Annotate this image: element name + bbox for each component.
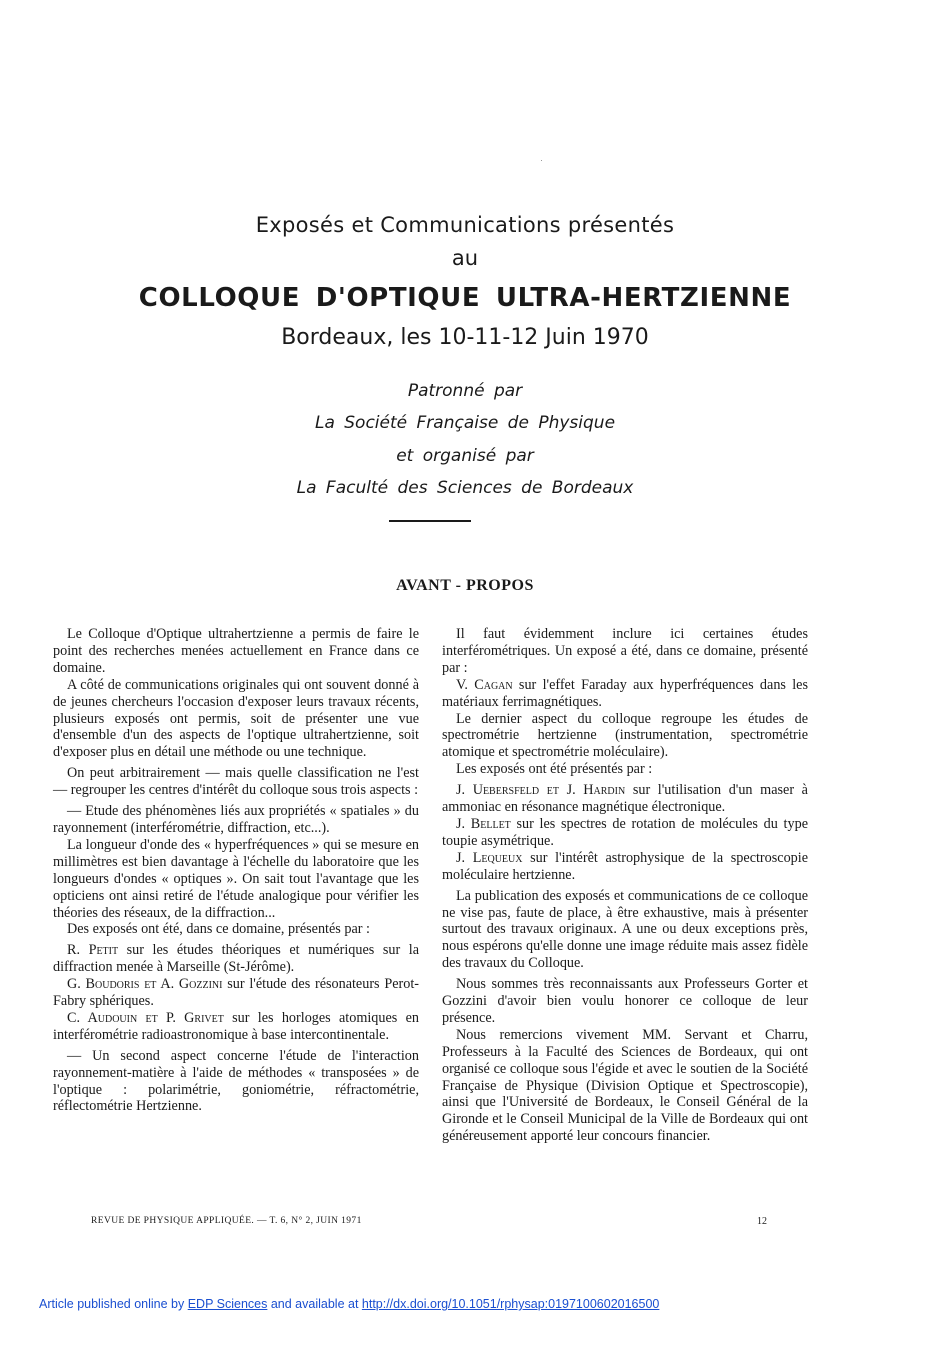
colloquium-title: COLLOQUE D'OPTIQUE ULTRA-HERTZIENNE: [138, 283, 792, 313]
author-names: J. Uebersfeld et J. Hardin: [456, 782, 626, 799]
author-names: C. Audouin et P. Grivet: [67, 1009, 224, 1026]
paragraph: Le Colloque d'Optique ultrahertzienne a permis de faire le point des recherches menées actuellement en France dans ce domaine.: [53, 626, 419, 676]
left-column: [53, 626, 419, 1115]
author-entry: [442, 850, 808, 884]
doi-link[interactable]: http://dx.doi.org/10.1051/rphysap:0197100602016500: [361, 1297, 660, 1311]
patronage-line-1: Patronné par: [407, 381, 523, 401]
author-names: J. Lequeux: [456, 849, 523, 866]
paragraph: La longueur d'onde des « hyperfréquences » qui se mesure en millimètres est bien davantage à l'échelle du laboratoire que les longueurs d'ondes « optiques ». On sait tout l'avantage que les opticiens ont ainsi retiré de l'étude analogique pour vérifier les théories des réseaux, de la diffraction...: [53, 836, 419, 921]
author-entry: [442, 782, 808, 816]
paragraph: Des exposés ont été, dans ce domaine, présentés par :: [67, 921, 370, 938]
author-topic: sur les spectres de rotation de molécules du type toupie asymétrique.: [442, 815, 808, 849]
author-topic: sur les horloges atomiques en interférométrie radioastronomique à base intercontinentale.: [53, 1009, 419, 1043]
credit-middle: and available at: [267, 1297, 362, 1311]
author-names: R. Petit: [67, 942, 119, 959]
section-title: AVANT - PROPOS: [396, 577, 534, 594]
paragraph: La publication des exposés et communications de ce colloque ne vise pas, faute de place, à être exhaustive, mais à présenter surtout des travaux originaux. A une ou deux exceptions près, nous espérons qu'elle donne une image réduite mais assez fidèle des travaux du Colloque.: [442, 887, 808, 972]
author-topic: sur l'étude des résonateurs Perot-Fabry sphériques.: [53, 976, 419, 1010]
page-number: 12: [757, 1216, 767, 1227]
author-entry: [442, 677, 808, 711]
author-names: V. Cagan: [456, 676, 513, 693]
patronage-line-3: et organisé par: [396, 446, 534, 466]
paragraph: Le dernier aspect du colloque regroupe les études de spectrométrie hertzienne (instrumentation, spectrométrie atomique et spectrométrie moléculaire).: [442, 710, 808, 761]
author-entry: [53, 942, 419, 976]
patronage-line-2: La Société Française de Physique: [314, 413, 616, 433]
author-topic: sur les études théoriques et numériques sur la diffraction menée à Marseille (St-Jérôme).: [53, 942, 419, 976]
paragraph: — Etude des phénomènes liés aux propriétés « spatiales » du rayonnement (interférométrie, diffraction, etc...).: [53, 803, 419, 836]
author-names: J. Bellet: [456, 815, 511, 832]
header-line-2: au: [451, 246, 479, 270]
paragraph: A côté de communications originales qui ont souvent donné à de jeunes chercheurs l'occasion d'exposer leurs travaux récents, plusieurs exposés ont permis, soit de présenter une vue d'ensemble d'un des aspects de l'optique ultrahertzienne, soit d'exposer plus en détail une méthode ou une technique.: [53, 676, 419, 761]
paragraph: On peut arbitrairement — mais quelle classification ne l'est — regrouper les centres d'intérêt du colloque sous trois aspects :: [53, 765, 419, 799]
author-names: G. Boudoris et A. Gozzini: [67, 976, 223, 993]
header-line-1: Exposés et Communications présentés: [255, 213, 675, 237]
speck-mark: [541, 160, 542, 161]
author-topic: sur l'effet Faraday aux hyperfréquences dans les matériaux ferrimagnétiques.: [442, 676, 808, 710]
author-topic: sur l'intérêt astrophysique de la spectroscopie moléculaire hertzienne.: [442, 849, 809, 883]
journal-reference: REVUE DE PHYSIQUE APPLIQUÉE. — T. 6, N° 2, JUIN 1971: [91, 1216, 362, 1226]
paragraph: Nous sommes très reconnaissants aux Professeurs Gorter et Gozzini d'avoir bien voulu honorer ce colloque de leur présence.: [442, 976, 808, 1026]
paragraph: Il faut évidemment inclure ici certaines études interférométriques. Un exposé a été, dans ce domaine, présenté par :: [442, 626, 808, 676]
publisher-link[interactable]: EDP Sciences: [187, 1297, 268, 1311]
author-topic: sur l'utilisation d'un maser à ammoniac en résonance magnétique électronique.: [442, 782, 808, 816]
author-entry: [442, 816, 808, 850]
place-date: Bordeaux, les 10-11-12 Juin 1970: [281, 325, 649, 350]
author-entry: [53, 976, 419, 1010]
credit-prefix: Article published online by: [39, 1297, 188, 1311]
paragraph: Les exposés ont été présentés par :: [456, 761, 653, 778]
paragraph: — Un second aspect concerne l'étude de l'interaction rayonnement-matière à l'aide de méthodes « transposées » de l'optique : polarimétrie, goniométrie, réfractométrie, réflectométrie Hertzienne.: [53, 1047, 419, 1115]
right-column: [442, 626, 808, 1145]
publication-credit: [39, 1297, 659, 1311]
patronage-line-4: La Faculté des Sciences de Bordeaux: [296, 478, 634, 498]
paragraph: Nous remercions vivement MM. Servant et Charru, Professeurs à la Faculté des Sciences de Bordeaux, qui ont organisé ce colloque sous l'égide et avec le soutien de la Société Française de Physique (Division Optique et Spectroscopie), ainsi que l'Université de Bordeaux, le Conseil Général de la Gironde et le Conseil Municipal de la Ville de Bordeaux qui ont généreusement apporté leur concours financier.: [442, 1026, 808, 1145]
author-entry: [53, 1010, 419, 1044]
separator-rule: [389, 520, 471, 522]
